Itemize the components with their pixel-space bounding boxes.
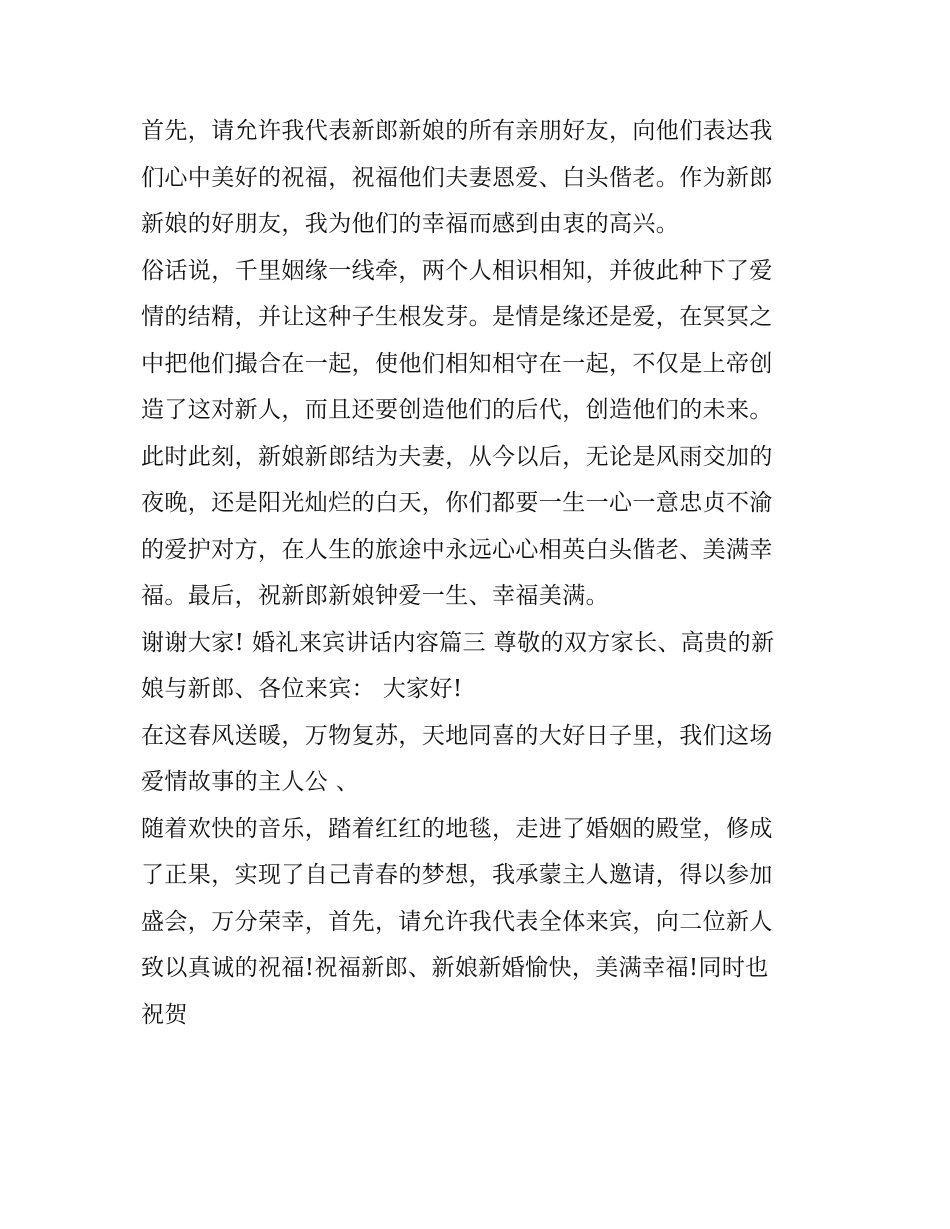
text-line: 们心中美好的祝福，祝福他们夫妻恩爱、白头偕老。作为新郎 <box>141 164 773 191</box>
paragraph-4 <box>141 620 813 713</box>
text-line: 福。最后，祝新郎新娘钟爱一生、幸福美满。 <box>141 583 609 609</box>
text-line: 爱情故事的主人公 、 <box>141 769 360 795</box>
text-line: 在这春风送暖，万物复苏，天地同喜的大好日子里，我们这场 <box>141 722 773 749</box>
paragraph-3 <box>141 434 813 620</box>
text-line: 此时此刻，新娘新郎结为夫妻，从今以后，无论是风雨交加的 <box>141 443 773 470</box>
paragraph-5 <box>141 713 813 806</box>
text-line: 娘与新郎、各位来宾： 大家好! <box>141 676 463 702</box>
text-line: 随着欢快的音乐，踏着红红的地毯，走进了婚姻的殿堂，修成 <box>141 815 773 842</box>
document-body <box>141 108 813 1038</box>
paragraph-1 <box>141 108 813 248</box>
text-line: 盛会，万分荣幸，首先，请允许我代表全体来宾，向二位新人 <box>141 908 773 935</box>
text-line: 祝贺 <box>141 1001 188 1028</box>
paragraph-2 <box>141 248 813 434</box>
text-line: 首先，请允许我代表新郎新娘的所有亲朋好友，向他们表达我 <box>141 118 773 144</box>
text-line: 造了这对新人，而且还要创造他们的后代，创造他们的未来。 <box>141 397 773 423</box>
text-line: 的爱护对方，在人生的旅途中永远心心相英白头偕老、美满幸 <box>141 536 773 563</box>
text-line: 情的结精，并让这种子生根发芽。是情是缘还是爱，在冥冥之 <box>141 304 773 330</box>
text-line: 了正果，实现了自己青春的梦想，我承蒙主人邀请，得以参加 <box>141 862 773 888</box>
text-line: 谢谢大家! 婚礼来宾讲话内容篇三 尊敬的双方家长、高贵的新 <box>141 629 775 656</box>
text-line: 中把他们撮合在一起，使他们相知相守在一起，不仅是上帝创 <box>141 350 773 377</box>
text-line: 夜晚，还是阳光灿烂的白天，你们都要一生一心一意忠贞不渝 <box>141 490 773 516</box>
text-line: 致以真诚的祝福!祝福新郎、新娘新婚愉快，美满幸福!同时也 <box>141 955 769 981</box>
text-line: 俗话说，千里姻缘一线牵，两个人相识相知，并彼此种下了爱 <box>141 257 773 284</box>
paragraph-6 <box>141 806 813 1039</box>
text-line: 新娘的好朋友，我为他们的幸福而感到由衷的高兴。 <box>141 211 680 237</box>
